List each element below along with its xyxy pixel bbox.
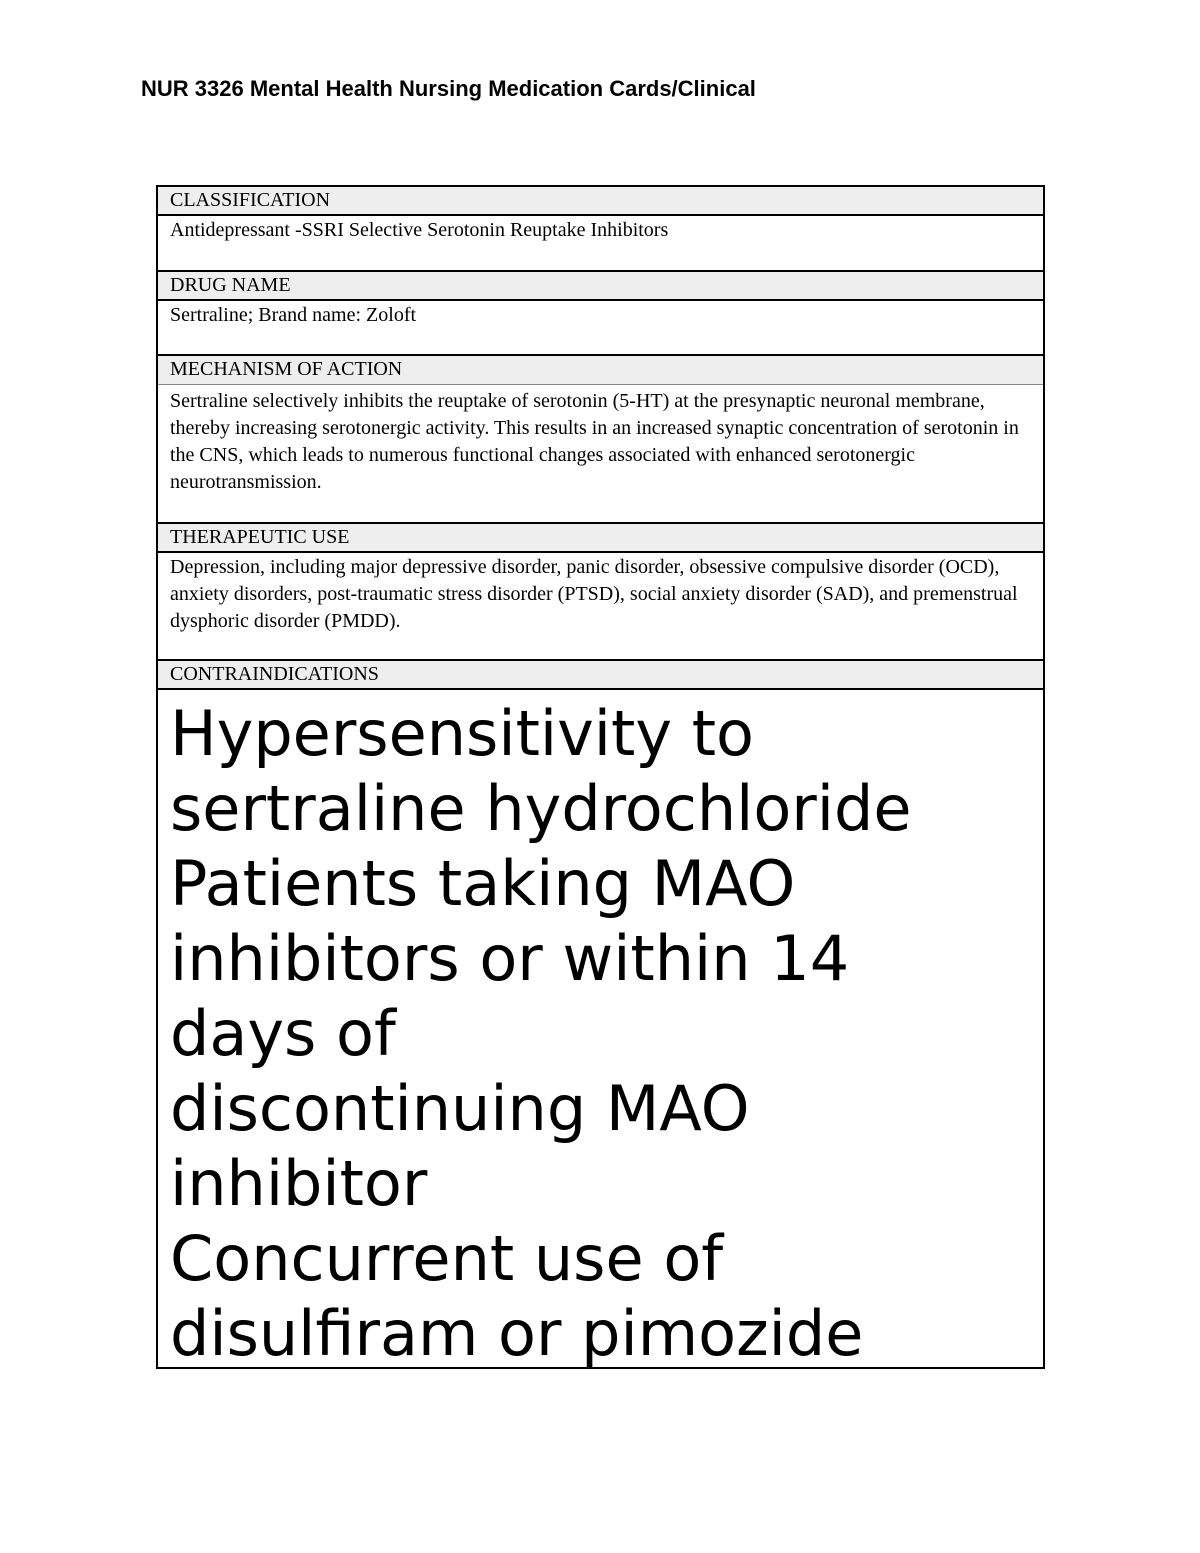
contraindication-line: days of (170, 997, 396, 1070)
drug-name-value: Sertraline; Brand name: Zoloft (158, 299, 1043, 354)
therapeutic-use-label: THERAPEUTIC USE (158, 522, 1043, 551)
contraindication-line: sertraline hydrochloride (170, 772, 912, 845)
contraindication-line: Hypersensitivity to (170, 697, 754, 770)
contraindications-label: CONTRAINDICATIONS (158, 659, 1043, 688)
contraindication-line: discontinuing MAO (170, 1072, 750, 1145)
contraindications-list (158, 688, 1043, 1367)
mechanism-of-action-label: MECHANISM OF ACTION (158, 354, 1043, 384)
therapeutic-use-value: Depression, including major depressive disorder, panic disorder, obsessive compulsive disorder (OCD), anxiety disorders, post-traumatic stress disorder (PTSD), social anxiety disorder (SAD), and premenstrual dysphoric disorder (PMDD). (158, 551, 1043, 659)
mechanism-of-action-value: Sertraline selectively inhibits the reuptake of serotonin (5-HT) at the presynaptic neuronal membrane, thereby increasing serotonergic activity. This results in an increased synaptic concentration of serotonin in the CNS, which leads to numerous functional changes associated with enhanced serotonergic neurotransmission. (158, 384, 1043, 522)
contraindication-line: Patients taking MAO (170, 847, 796, 920)
document-title: NUR 3326 Mental Health Nursing Medication Cards/Clinical (141, 76, 756, 101)
drug-name-label: DRUG NAME (158, 270, 1043, 299)
classification-label: CLASSIFICATION (158, 187, 1043, 214)
contraindication-line: disulfiram or pimozide (170, 1297, 864, 1367)
contraindication-line: inhibitor (170, 1147, 428, 1220)
contraindication-line: inhibitors or within 14 (170, 922, 850, 995)
classification-value: Antidepressant -SSRI Selective Serotonin Reuptake Inhibitors (158, 214, 1043, 270)
medication-card (156, 185, 1045, 1369)
contraindication-line: Concurrent use of (170, 1222, 724, 1295)
